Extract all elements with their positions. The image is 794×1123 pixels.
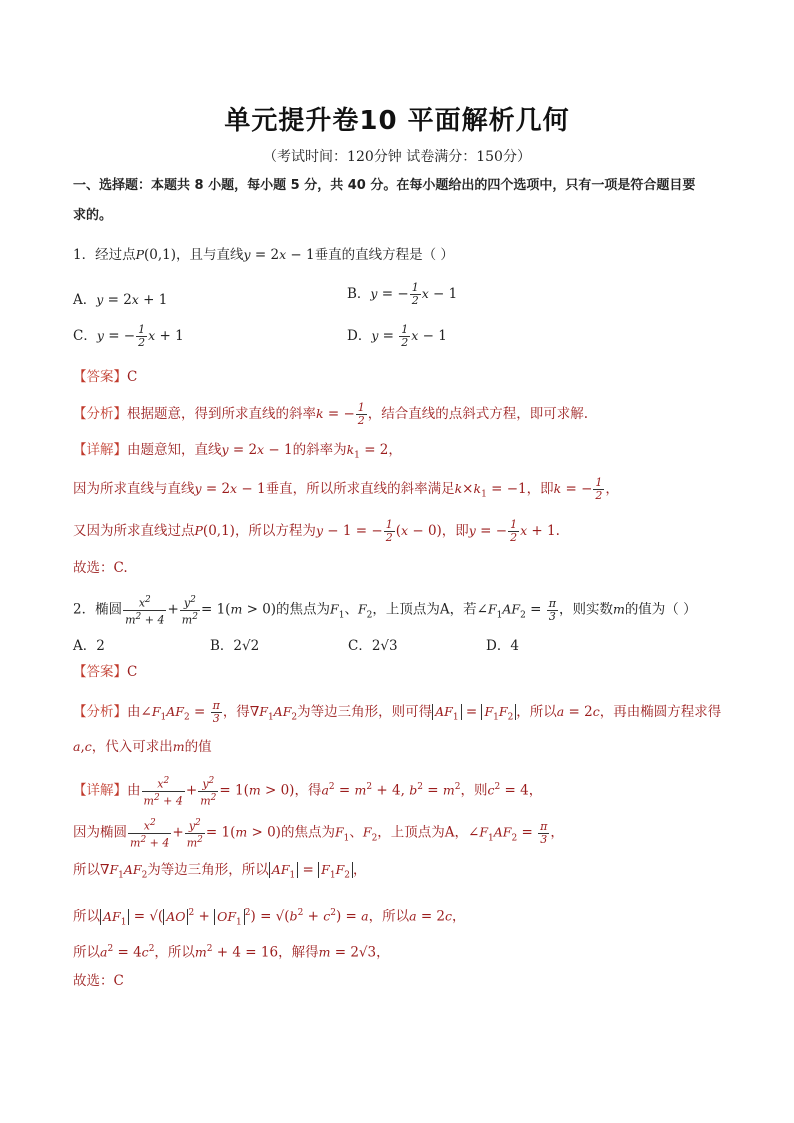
q2-detail-line4: 所以 $AF_1$ = √( AO $^2 + OF_1^2) = √(b^2 + c^2) = a$，所以a = 2c， bbox=[73, 908, 466, 928]
section-instructions-line1: 一、选择题：本题共 8 小题，每小题 5 分，共 40 分。在每小题给出的四个选项中，只有一项是符合题目要 bbox=[73, 178, 696, 193]
q1-option-d[interactable]: D．y = $\frac{1}{2}$ x − 1 bbox=[347, 323, 447, 349]
exam-info: （考试时间：120分钟 试卷满分：150分） bbox=[263, 149, 531, 165]
q2-answer: 【答案】C bbox=[73, 664, 138, 680]
q2-conclusion: 故选：C bbox=[73, 973, 124, 989]
page-title: 单元提升卷10 平面解析几何 bbox=[224, 106, 570, 136]
q2-analysis-line1: 【分析】由$\angle F_1AF_2$ = $\frac{\pi}{3}$ ，得$\nabla F_1AF_2$为等边三角形，则可得 $AF_1 = F_1F_2$ ，所以a = 2c，再由椭圆方程求得 bbox=[73, 699, 722, 725]
q2-option-a[interactable]: A．2 bbox=[73, 638, 105, 654]
q1-detail-line1: 【详解】由题意知，直线y = 2x − 1的斜率为$k_1 = 2$， bbox=[73, 442, 402, 461]
q1-stem: 1．经过点P(0,1)，且与直线y = 2x − 1垂直的直线方程是（ ） bbox=[73, 247, 454, 263]
q2-option-d[interactable]: D．4 bbox=[486, 638, 519, 654]
q2-detail-line2: 因为椭圆 $\frac{x^2}{m^2 + 4}$ + $\frac{y^2}{m^2}$ = 1(m > 0)的焦点为$F_1$、$F_2$，上顶点为A，$\angle F_1AF_2$ = $\frac{\pi}{3}$ ， bbox=[73, 818, 564, 850]
q2-option-b[interactable]: B．2√2 bbox=[210, 638, 260, 654]
section-instructions-line2: 求的。 bbox=[73, 208, 113, 223]
q1-detail-line2: 因为所求直线与直线y = 2x − 1垂直，所以所求直线的斜率满足$k\times k_1 = -1$，即k = − $\frac{1}{2}$ ， bbox=[73, 476, 619, 502]
q1-answer: 【答案】C bbox=[73, 369, 138, 385]
q1-detail-line3: 又因为所求直线过点P(0,1)，所以方程为y − 1 = − $\frac{1}{2}$ (x − 0)，即y = − $\frac{1}{2}$ x + 1. bbox=[73, 518, 560, 544]
q2-analysis-line2: a,c，代入可求出m的值 bbox=[73, 739, 212, 755]
q2-detail-line5: 所以$a^2 = 4c^2$，所以$m^2 + 4 = 16$，解得m = 2√3， bbox=[73, 944, 390, 961]
q2-stem: 2．椭圆 $\frac{x^2}{m^2 + 4}$ + $\frac{y^2}{m^2}$ = 1(m > 0)的焦点为$F_1$、$F_2$，上顶点为A，若$\angle F_1AF_2$ = $\frac{\pi}{3}$ ，则实数m的值为（ ） bbox=[73, 595, 697, 627]
q1-analysis: 【分析】根据题意，得到所求直线的斜率k = − $\frac{1}{2}$ ，结合直线的点斜式方程，即可求解. bbox=[73, 401, 589, 427]
q1-option-a[interactable]: A．y = 2x + 1 bbox=[73, 292, 168, 308]
q1-option-c[interactable]: C．y = − $\frac{1}{2}$ x + 1 bbox=[73, 323, 184, 349]
q2-detail-line1: 【详解】由 $\frac{x^2}{m^2 + 4}$ + $\frac{y^2}{m^2}$ = 1(m > 0)，得$a^2 = m^2 + 4$, $b^2 = m^2$，则$c^2 = 4$， bbox=[73, 776, 543, 808]
q2-detail-line3: 所以$\nabla F_1AF_2$为等边三角形，所以 $AF_1 = F_1F_2$ ， bbox=[73, 862, 367, 881]
q1-conclusion: 故选：C. bbox=[73, 560, 128, 576]
q2-option-c[interactable]: C．2√3 bbox=[348, 638, 398, 654]
q1-option-b[interactable]: B．y = − $\frac{1}{2}$ x − 1 bbox=[347, 281, 458, 307]
